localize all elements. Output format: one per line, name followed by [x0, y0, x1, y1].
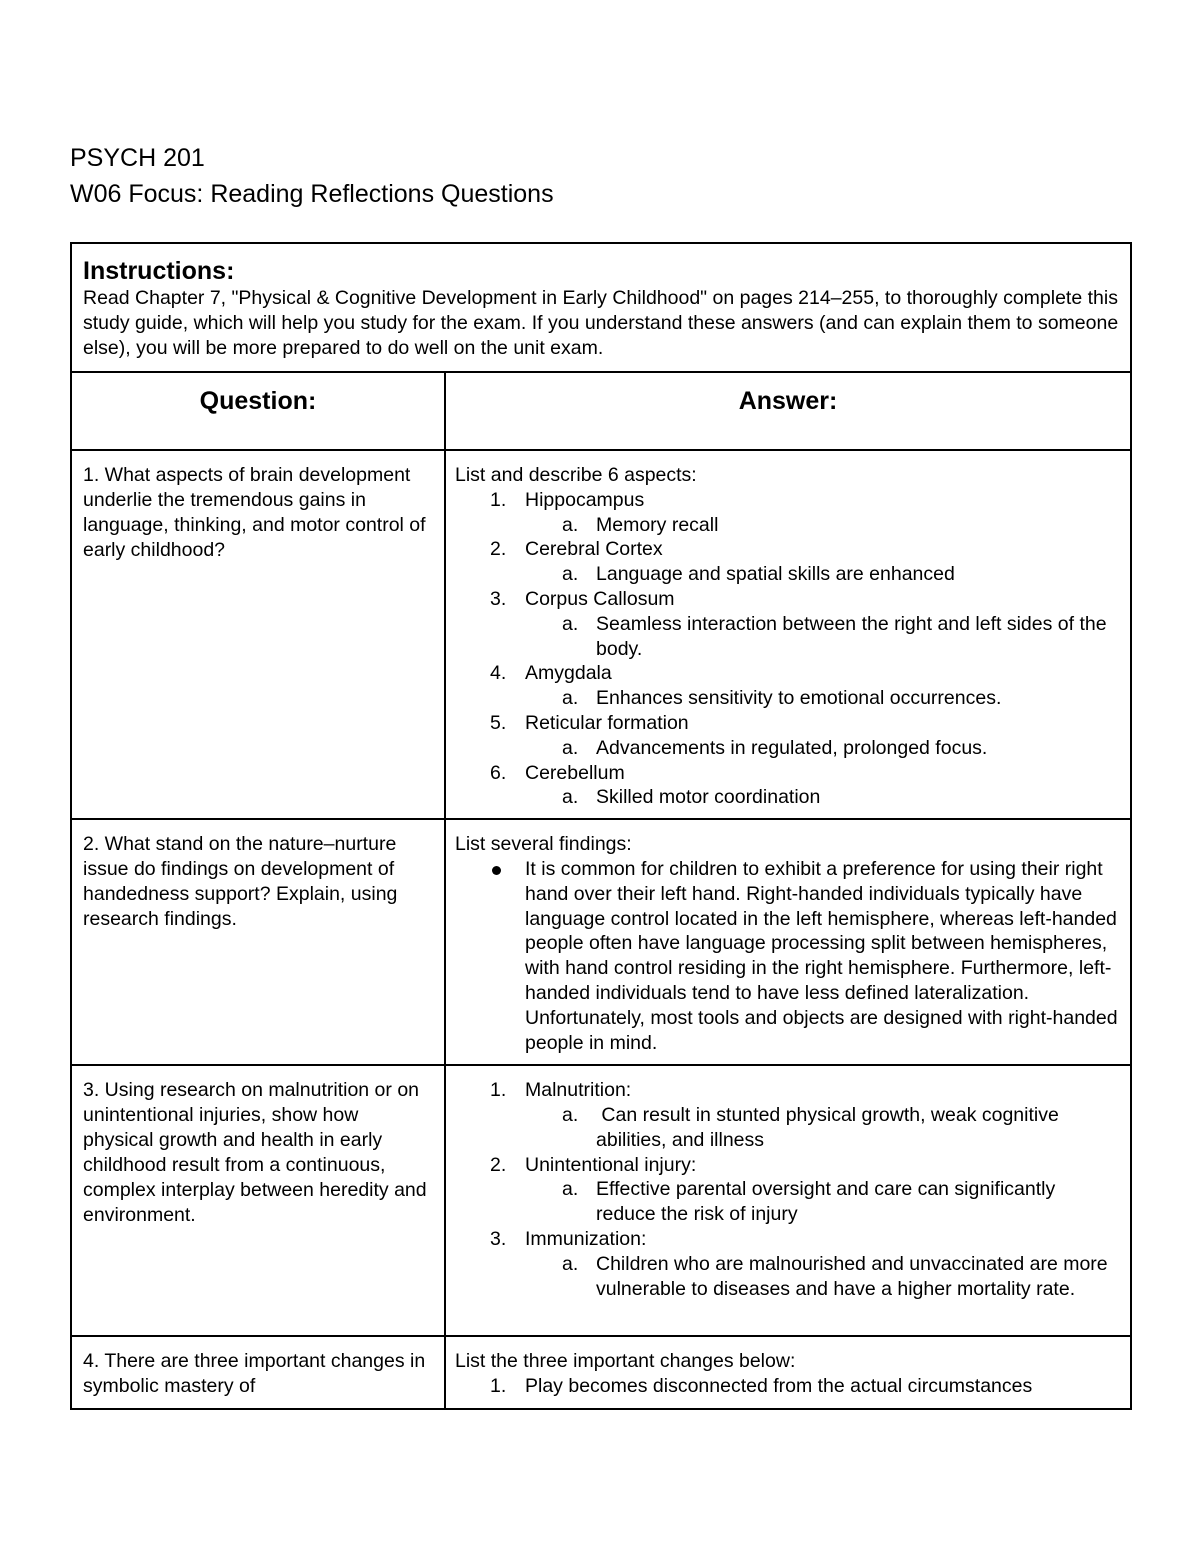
- sub-item: [455, 736, 1120, 761]
- instructions-row: [71, 243, 1131, 372]
- sub-text: Enhances sensitivity to emotional occurrences.: [596, 687, 1002, 710]
- answer-lead: List the three important changes below:: [455, 1350, 796, 1373]
- answer-cell: [445, 1065, 1131, 1336]
- sub-list: [525, 1103, 1120, 1153]
- item-number: 4.: [490, 662, 507, 685]
- course-title: PSYCH 201: [70, 144, 205, 172]
- answer-list: [455, 1078, 1120, 1301]
- list-item: [455, 711, 1120, 761]
- sub-list: [525, 1177, 1120, 1227]
- answer-cell: [445, 1336, 1131, 1409]
- question-cell: 4. There are three important changes in symbolic mastery of: [71, 1336, 445, 1409]
- sub-text: Children who are malnourished and unvaccinated are more vulnerable to diseases and have a higher mortality rate.: [596, 1252, 1108, 1300]
- header-row: [71, 372, 1131, 450]
- list-item: [455, 587, 1120, 661]
- item-text: Corpus Callosum: [525, 587, 675, 610]
- list-item: [455, 1227, 1120, 1301]
- item-text: Play becomes disconnected from the actual circumstances: [525, 1374, 1033, 1397]
- item-number: 1.: [490, 488, 507, 511]
- sub-list: [525, 513, 1120, 538]
- sub-list: [525, 736, 1120, 761]
- sub-text: Seamless interaction between the right and left sides of the body.: [596, 612, 1107, 660]
- item-text: Unintentional injury:: [525, 1153, 697, 1176]
- sub-item: [455, 1103, 1120, 1153]
- item-number: 3.: [490, 587, 507, 610]
- answer-cell: [445, 819, 1131, 1065]
- study-guide-table: [70, 242, 1132, 1410]
- sub-list: [525, 1252, 1120, 1302]
- sub-item: [455, 1177, 1120, 1227]
- sub-letter: a.: [562, 612, 579, 635]
- sub-list: [525, 612, 1120, 662]
- item-number: 6.: [490, 761, 507, 784]
- item-number: 3.: [490, 1227, 507, 1250]
- sub-letter: a.: [562, 1178, 579, 1201]
- sub-letter: a.: [562, 687, 579, 710]
- table-row: [71, 819, 1131, 1065]
- sub-item: [455, 785, 1120, 810]
- instructions-cell: [71, 243, 1131, 372]
- list-item: [455, 761, 1120, 811]
- sub-text: Skilled motor coordination: [596, 786, 821, 809]
- sub-letter: a.: [562, 513, 579, 536]
- list-item: [455, 1153, 1120, 1227]
- list-item: [455, 857, 1120, 1055]
- sub-item: [455, 562, 1120, 587]
- list-item: [455, 1078, 1120, 1152]
- sub-text: Language and spatial skills are enhanced: [596, 563, 955, 586]
- instructions-heading: Instructions:: [83, 257, 235, 285]
- item-text: Cerebral Cortex: [525, 538, 663, 561]
- item-number: 1.: [490, 1079, 507, 1102]
- sub-text: Can result in stunted physical growth, weak cognitive abilities, and illness: [596, 1103, 1065, 1151]
- sub-letter: a.: [562, 563, 579, 586]
- answer-lead: List several findings:: [455, 833, 632, 856]
- sub-list: [525, 562, 1120, 587]
- findings-list: [455, 857, 1120, 1055]
- question-cell: 3. Using research on malnutrition or on unintentional injuries, show how physical growth and health in early childhood result from a continuous, complex interplay between heredity and environment.: [71, 1065, 445, 1336]
- answer-cell: [445, 450, 1131, 819]
- item-text: Amygdala: [525, 662, 612, 685]
- item-number: 2.: [490, 1153, 507, 1176]
- answer-list: [455, 488, 1120, 810]
- list-item: [455, 1374, 1120, 1399]
- table-row: [71, 1336, 1131, 1409]
- item-text: Hippocampus: [525, 488, 645, 511]
- list-item: [455, 488, 1120, 538]
- item-text: Reticular formation: [525, 711, 689, 734]
- sub-list: [525, 686, 1120, 711]
- table-row: [71, 450, 1131, 819]
- instructions-text: Read Chapter 7, "Physical & Cognitive Development in Early Childhood" on pages 214–255, to thoroughly complete this study guide, which will help you study for the exam. If you understand these answers (and can explain them to someone else), you will be more prepared to do well on the unit exam.: [83, 287, 1119, 359]
- item-number: 2.: [490, 538, 507, 561]
- answer-lead: List and describe 6 aspects:: [455, 464, 697, 486]
- item-number: 5.: [490, 711, 507, 734]
- sub-letter: a.: [562, 1252, 579, 1275]
- question-cell: 1. What aspects of brain development underlie the tremendous gains in language, thinking, and motor control of early childhood?: [71, 450, 445, 819]
- sub-item: [455, 1252, 1120, 1302]
- list-item: [455, 661, 1120, 711]
- sub-list: [525, 785, 1120, 810]
- item-number: 1.: [490, 1374, 507, 1397]
- sub-text: Advancements in regulated, prolonged focus.: [596, 736, 988, 759]
- question-cell: 2. What stand on the nature–nurture issue do findings on development of handedness support? Explain, using research findings.: [71, 819, 445, 1065]
- bullet-icon: [492, 866, 501, 875]
- table-row: [71, 1065, 1131, 1336]
- question-column-header: Question:: [71, 372, 445, 450]
- sub-letter: a.: [562, 1103, 579, 1126]
- page-title: W06 Focus: Reading Reflections Questions: [70, 180, 554, 208]
- sub-text: Effective parental oversight and care can significantly reduce the risk of injury: [596, 1178, 1056, 1226]
- sub-letter: a.: [562, 786, 579, 809]
- sub-item: [455, 612, 1120, 662]
- sub-text: Memory recall: [596, 513, 719, 536]
- sub-item: [455, 513, 1120, 538]
- answer-column-header: Answer:: [445, 372, 1131, 450]
- sub-item: [455, 686, 1120, 711]
- item-text: Malnutrition:: [525, 1079, 632, 1102]
- item-text: Cerebellum: [525, 761, 625, 784]
- list-item: [455, 537, 1120, 587]
- item-text: It is common for children to exhibit a preference for using their right hand over their left hand. Right-handed individuals typically have language control located in the left hemisphere, whereas left-handed people often have language processing split between hemispheres, with hand control residing in the right hemisphere. Furthermore, left-handed individuals tend to have less defined lateralization. Unfortunately, most tools and objects are designed with right-handed people in mind.: [525, 857, 1118, 1054]
- answer-list: [455, 1374, 1120, 1399]
- item-text: Immunization:: [525, 1227, 647, 1250]
- sub-letter: a.: [562, 736, 579, 759]
